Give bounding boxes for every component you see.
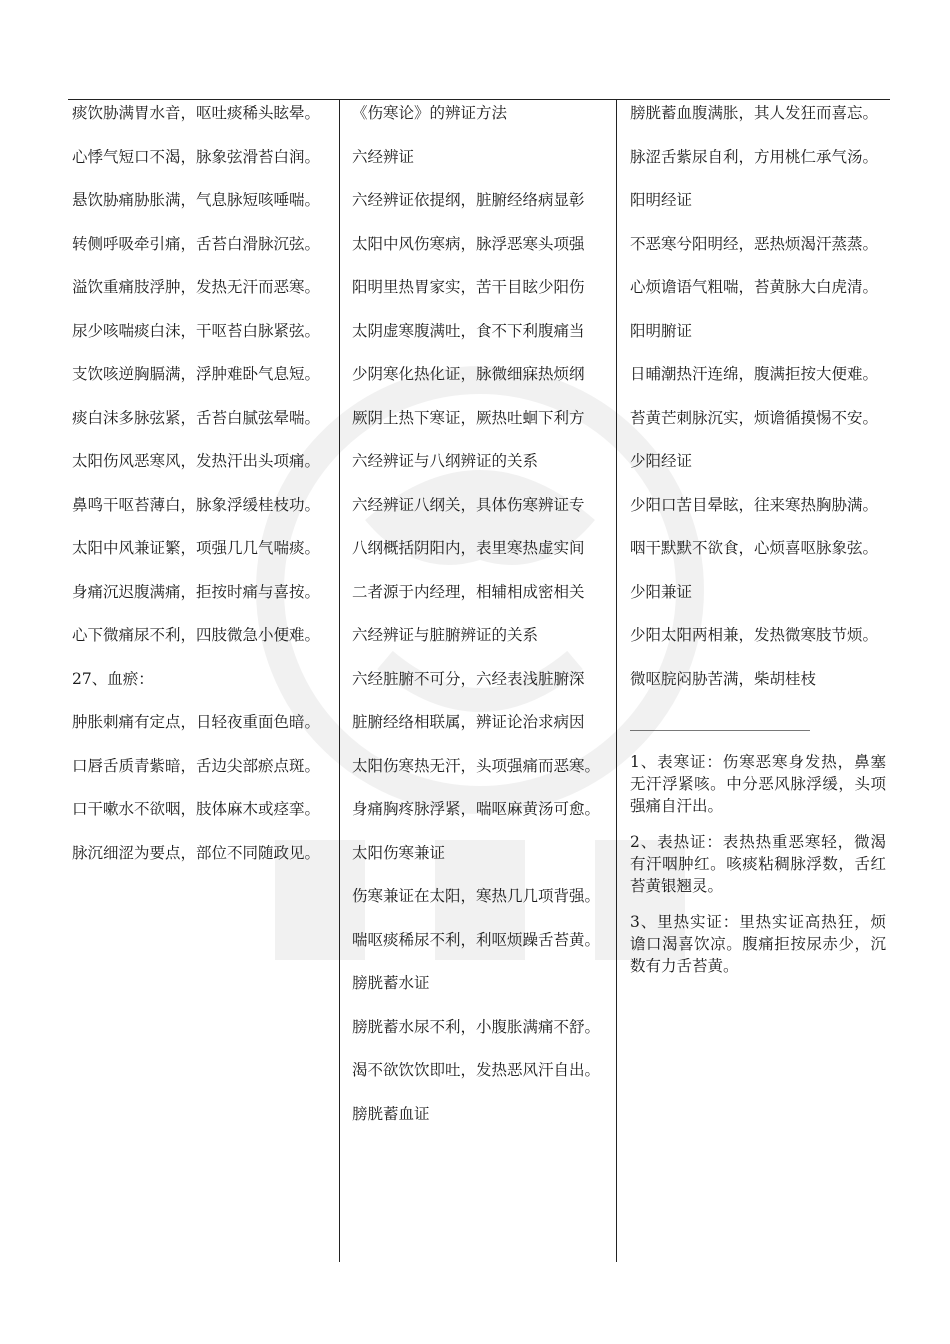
column-middle [339, 100, 617, 1262]
verse-line: 喘呕痰稀尿不利，利呕烦躁舌苔黄。 [352, 930, 601, 949]
verse-line: 口干嗽水不欲咽，肢体麻木或痉挛。 [72, 800, 321, 818]
verse-line: 27、血瘀： [72, 669, 154, 688]
verse-line: 膀胱蓄水证 [352, 974, 430, 992]
verse-line: 心下微痛尿不利，四肢微急小便难。 [72, 626, 321, 644]
verse-line: 阳明腑证 [630, 321, 693, 340]
verse-line: 太阴虚寒腹满吐，食不下利腹痛当 [352, 321, 585, 340]
verse-line: 溢饮重痛肢浮肿，发热无汗而恶寒。 [72, 278, 321, 296]
verse-line: 尿少咳喘痰白沫，干呕苔白脉紧弦。 [72, 321, 321, 340]
section-separator: ________________________ [630, 713, 810, 731]
verse-line: 六经辨证与八纲辨证的关系 [352, 452, 539, 470]
verse-line: 六经辨证 [352, 147, 415, 166]
verse-line: 微呕脘闷胁苦满，柴胡桂枝 [630, 669, 817, 688]
verse-line: 日晡潮热汗连绵，腹满拒按大便难。 [630, 365, 879, 383]
verse-line: 脉涩舌紫尿自利，方用桃仁承气汤。 [630, 147, 879, 166]
verse-line: 六经辨证与脏腑辨证的关系 [352, 626, 539, 644]
verse-line: 悬饮胁痛胁胀满，气息脉短咳唾喘。 [72, 191, 321, 209]
verse-line: 膀胱蓄血腹满胀，其人发狂而喜忘。 [630, 104, 879, 122]
verse-line: 太阳中风兼证繁，项强几几气喘痰。 [72, 539, 321, 557]
verse-line: 苔黄芒刺脉沉实，烦谵循摸惕不安。 [630, 408, 879, 427]
verse-line: 少阴寒化热化证，脉微细寐热烦纲 [352, 365, 585, 383]
verse-line: 鼻鸣干呕苔薄白，脉象浮缓桂枝功。 [72, 495, 321, 514]
verse-line: 六经脏腑不可分，六经表浅脏腑深 [352, 669, 585, 688]
verse-line: 脉沉细涩为要点，部位不同随政见。 [72, 843, 321, 862]
column-left [68, 100, 338, 1262]
verse-line: 脏腑经络相联属，辨证论治求病因 [352, 713, 585, 731]
verse-line: 膀胱蓄血证 [352, 1104, 430, 1123]
verse-line: 心烦谵语气粗喘，苔黄脉大白虎清。 [630, 278, 879, 296]
column-right [618, 100, 890, 1262]
verse-line: 渴不欲饮饮即吐，发热恶风汗自出。 [352, 1061, 601, 1079]
verse-line: 二者源于内经理，相辅相成密相关 [352, 582, 585, 601]
verse-line: 支饮咳逆胸膈满，浮肿难卧气息短。 [72, 365, 321, 383]
verse-line: 痰饮胁满胃水音，呕吐痰稀头眩晕。 [72, 104, 321, 122]
verse-line: 太阳伤风恶寒风，发热汗出头项痛。 [72, 452, 321, 470]
verse-line: 六经辨证依提纲，脏腑经络病显彰 [352, 191, 585, 209]
verse-line: 身痛沉迟腹满痛，拒按时痛与喜按。 [72, 582, 321, 601]
verse-line: 伤寒兼证在太阳，寒热几几项背强。 [352, 887, 601, 905]
verse-line: 少阳兼证 [630, 582, 693, 601]
verse-line: 膀胱蓄水尿不利，小腹胀满痛不舒。 [352, 1017, 601, 1036]
verse-line: 六经辨证八纲关，具体伤寒辨证专 [352, 495, 585, 514]
verse-line: 太阳伤寒兼证 [352, 843, 446, 862]
verse-line: 口唇舌质青紫暗，舌边尖部瘀点斑。 [72, 756, 321, 775]
verse-line: 转侧呼吸牵引痛，舌苔白滑脉沉弦。 [72, 234, 321, 253]
verse-line: 痰白沫多脉弦紧，舌苔白腻弦晕喘。 [72, 408, 321, 427]
verse-line: 肿胀刺痛有定点，日轻夜重面色暗。 [72, 713, 321, 731]
syndrome-entry: 3、里热实证：里热实证高热狂，烦谵口渴喜饮凉。腹痛拒按尿赤少，沉数有力舌苔黄。 [630, 913, 886, 975]
verse-line: 阳明经证 [630, 191, 693, 209]
verse-line: 不恶寒兮阳明经，恶热烦渴汗蒸蒸。 [630, 234, 879, 253]
verse-line: 身痛胸疼脉浮紧，喘呕麻黄汤可愈。 [352, 800, 601, 818]
verse-line: 咽干默默不欲食，心烦喜呕脉象弦。 [630, 539, 879, 557]
verse-line: 心悸气短口不渴，脉象弦滑苔白润。 [72, 147, 321, 166]
verse-line: 阳明里热胃家实，苦干目眩少阳伤 [352, 278, 585, 296]
verse-line: 厥阴上热下寒证，厥热吐蛔下利方 [352, 408, 585, 427]
verse-line: 《伤寒论》的辨证方法 [352, 104, 508, 122]
verse-line: 少阳口苦目晕眩，往来寒热胸胁满。 [630, 495, 879, 514]
syndrome-entry: 1、表寒证：伤寒恶寒身发热，鼻塞无汗浮紧咳。中分恶风脉浮缓，头项强痛自汗出。 [630, 753, 886, 815]
verse-line: 少阳经证 [630, 452, 693, 470]
verse-line: 八纲概括阴阳内，表里寒热虚实间 [352, 539, 585, 557]
syndrome-entry: 2、表热证：表热热重恶寒轻，微渴有汗咽肿红。咳痰粘稠脉浮数，舌红苔黄银翘灵。 [630, 833, 886, 895]
verse-line: 太阳中风伤寒病，脉浮恶寒头项强 [352, 234, 585, 253]
verse-line: 太阳伤寒热无汗，头项强痛而恶寒。 [352, 756, 601, 775]
verse-line: 少阳太阳两相兼，发热微寒肢节烦。 [630, 626, 879, 644]
